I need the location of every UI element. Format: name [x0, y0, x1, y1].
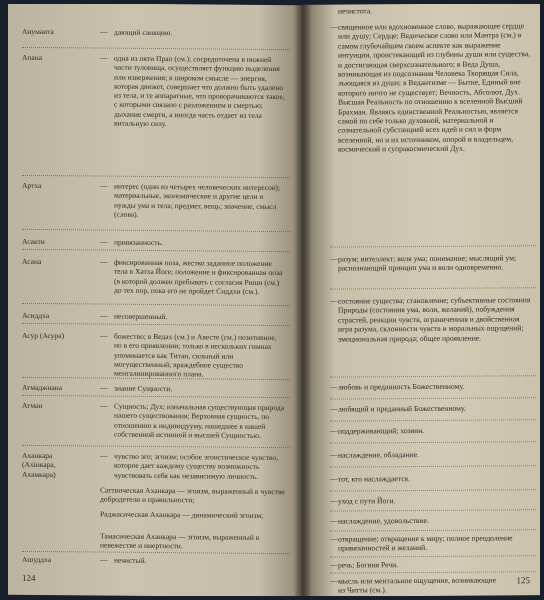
entry-dash: —: [330, 382, 338, 392]
entry-divider: [330, 287, 536, 289]
entry-divider: [22, 445, 290, 448]
entry-term: Аханкара (Ахінкара, Ахамкара): [22, 450, 56, 479]
entry-dash: —: [100, 181, 108, 191]
glossary-entry: [22, 236, 288, 248]
entry-divider: [330, 419, 536, 421]
entry-definition: фиксированная поза, жестко заданное положение тела в Хатха Йоге; положение и фиксированная поза (в которой должен пребывать с согласия Риши (см.) до тех пор, пока его не пройдет Сиддхи (см.).: [114, 257, 283, 296]
entry-divider: [22, 249, 290, 252]
entry-term: Анумаита: [22, 26, 54, 37]
entry-dash: —: [100, 27, 108, 37]
entry-dash: —: [330, 404, 338, 414]
entry-divider: [330, 529, 536, 531]
glossary-entry: [22, 310, 288, 322]
glossary-subentry: Раджасическая Аханкара — динамический эгоизм;: [100, 509, 264, 520]
entry-definition: знание Сущности.: [114, 383, 173, 394]
glossary-definition: [330, 575, 498, 595]
definition-text: речь; Богиня Речи.: [338, 560, 399, 570]
entry-divider: [22, 323, 290, 326]
entry-definition: божество; в Ведах (см.) и Авесте (см.) позитивное, но в его проявлении; только в нескольких гимнах упоминается как Титан, сильный или могущественный; враждебное существо менталинированного плана.: [114, 331, 277, 379]
glossary-entry: [22, 400, 288, 440]
glossary-definition: [330, 533, 534, 553]
glossary-entry: [22, 554, 288, 565]
glossary-definition: [330, 425, 534, 436]
entry-definition: привязанность.: [114, 237, 163, 248]
entry-definition: дающий санкцию.: [114, 27, 173, 38]
entry-dash: —: [100, 237, 108, 247]
definition-text: поддерживающий; хозяин.: [338, 425, 425, 436]
entry-term: Асиддха: [22, 310, 50, 321]
entry-dash: —: [330, 426, 338, 436]
left-page: [8, 4, 302, 596]
definition-text: уход с пути Йоги.: [338, 496, 396, 506]
glossary-entry: [22, 330, 288, 379]
definition-text: любящий и преданный Божественному.: [338, 403, 466, 414]
entry-divider: [330, 441, 536, 443]
entry-term: Апана: [22, 52, 43, 63]
entry-divider: [330, 465, 536, 467]
glossary-definition: [330, 515, 534, 526]
entry-divider: [330, 509, 536, 511]
entry-term: Атман: [22, 400, 43, 411]
continued-line: нечистота.: [338, 6, 373, 16]
entry-term: Атмаджнана: [22, 382, 63, 393]
glossary-entry: [22, 382, 288, 394]
entry-dash: —: [100, 555, 108, 565]
glossary-definition: [330, 253, 534, 273]
definition-text: наслаждение, обладание.: [338, 450, 420, 460]
definition-text: разум; интеллект; воля ума; понимание; мыслящий ум; распознающий принцип ума и воли одновременно.: [338, 253, 517, 273]
glossary-definition: [330, 449, 534, 460]
entry-definition: нечистый.: [114, 555, 147, 565]
entry-divider: [330, 555, 536, 557]
entry-divider: [22, 47, 290, 50]
entry-dash: —: [330, 450, 338, 460]
entry-definition: интерес (один из четырех человеческих интересов); материальные, экономические и другие цели и нужды ума и тела; предмет, вещь; значение, смысл (слова).: [114, 181, 280, 219]
entry-dash: —: [100, 331, 108, 341]
page-number-left: 124: [22, 572, 36, 583]
entry-definition: Сущность; Дух; изначальная существующая природа нашего существования; Верховная сущность, по отношению к индивидууму, нашедшее в нашей собственной истинной и высшей Сущностью.: [114, 401, 285, 440]
entry-dash: —: [330, 296, 338, 306]
entry-definition: одна из пяти Прап (см.); сосредоточена в нижней части туловища, осуществляет функцию выделения или извержения; в широком смысле — энергия, которая движет, совершает что должно быть удалено из тела, и те аппаратные, что проворачиваются такое, с которыми связано с разложением и смертью; дыхание смерти, а иногда часть отдает из тела витальную силу.: [114, 53, 285, 129]
glossary-subentry: Тамасическая Аханкара — эгоизм, выраженный в невежестве и инертности.: [100, 531, 260, 551]
entry-divider: [22, 303, 290, 306]
entry-term: Асана: [22, 256, 42, 267]
glossary-subentry: Саттвическая Аханкара — эгоизм, выраженный в чувстве добродетели и правильности;: [100, 485, 285, 505]
glossary-definition: [330, 295, 534, 344]
glossary-definition: [330, 559, 534, 570]
glossary-definition: [330, 381, 534, 392]
entry-dash: —: [100, 257, 108, 267]
glossary-definition: [330, 21, 534, 154]
glossary-entry: [22, 26, 288, 38]
entry-divider: [22, 229, 290, 232]
definition-text: наслаждение, удовольствие.: [338, 515, 429, 526]
entry-definition: несовершенный.: [114, 311, 168, 322]
book-gutter-shadow: [294, 4, 312, 596]
entry-divider: [22, 395, 290, 398]
entry-dash: —: [330, 534, 338, 544]
book-spread: [8, 4, 540, 596]
entry-dash: —: [330, 496, 338, 506]
entry-term: Асакти: [22, 236, 45, 247]
entry-term: Артха: [22, 180, 42, 191]
glossary-entry: [22, 180, 288, 219]
definition-text: мысль или ментальное ощущение, возникающие из Читты (см.).: [338, 575, 497, 595]
entry-dash: —: [330, 560, 338, 570]
glossary-definition: [330, 473, 534, 484]
entry-dash: —: [100, 451, 108, 461]
definition-text: состояние существа; становление; субъективные состояния Природы (состояния ума, воли, желаний), побуждения страстей, реакции чувств, ограниченная и двойственная игра разума, склонности чувств и моральных ощущений; эмоциональная природа; общее проявление.: [338, 295, 531, 344]
entry-dash: —: [330, 254, 338, 264]
glossary-entry: [22, 256, 288, 296]
entry-dash: —: [100, 383, 108, 393]
entry-term: Асур (Асура): [22, 330, 65, 341]
entry-dash: —: [330, 22, 338, 32]
glossary-entry: [22, 450, 288, 481]
glossary-entry: [22, 52, 288, 129]
definition-text: священное или вдохновенное слово, выражающее сердце или душу; Сердце; Ведическое слово или Мантра (см.) в самом глубочайшем своем аспекте как выражение интуиции, проистекающей из глубины души или существа, и достигающая сверхсознательного; в Веда Душа, возникающая из подсознания Человека Творящая Сила, льющаяся из души; в Ведантизме — Бытие, Единый вне которого ничто не существует; Вечность, Абсолют, Дух. Высшая Реальность по отношению к вселенной Высший Брахман. Являясь единственной Реальностью, является самой по себе только духовной, материальной и сознательной субстанцией всех идей и сил и форм вселенной, но и их источником, опорой и владельцем, космический и супракосмический Дух.: [338, 21, 531, 154]
entry-divider: [330, 397, 536, 399]
entry-dash: —: [330, 576, 338, 586]
page-number-right: 125: [516, 575, 530, 586]
glossary-definition: [330, 495, 534, 506]
entry-dash: —: [330, 516, 338, 526]
entry-definition: чувство эго; эгоизм; особое эгоистическое чувство, которое дает каждому существу возможность чувствовать себя как независимую личность.: [114, 451, 279, 481]
entry-dash: —: [100, 311, 108, 321]
entry-divider: [330, 489, 536, 491]
definition-text: отвращение; отвращение к миру; полное преодоление привязанностей и желаний.: [338, 533, 513, 553]
definition-text: любовь и преданность Божественному.: [338, 381, 465, 392]
entry-dash: —: [100, 401, 108, 411]
entry-divider: [330, 571, 536, 573]
glossary-definition: [330, 403, 534, 414]
entry-divider: [330, 245, 536, 247]
entry-divider: [330, 375, 536, 377]
right-page: [302, 4, 540, 596]
definition-text: тот, кто наслаждается.: [338, 474, 410, 484]
entry-term: Ашуддха: [22, 554, 52, 565]
entry-dash: —: [100, 53, 108, 63]
entry-dash: —: [330, 474, 338, 484]
entry-divider: [22, 175, 290, 178]
